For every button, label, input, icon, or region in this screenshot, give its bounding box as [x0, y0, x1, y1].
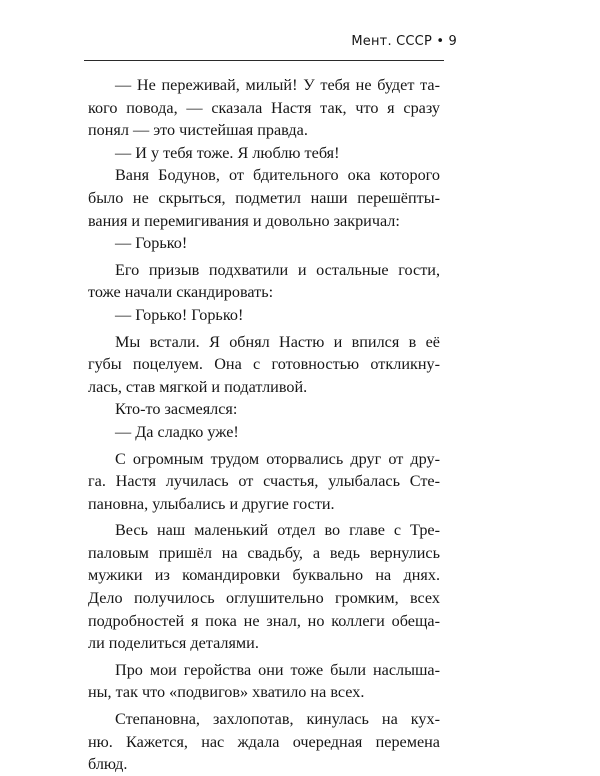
text-line: С огромным трудом оторвались друг от дру-: [115, 449, 440, 468]
text-line: ны, так что «подвигов» хватило на всех.: [88, 683, 365, 702]
text-line: было не скрыться, подметил наши перешёпты-: [88, 188, 440, 207]
text-line: Ваня Бодунов, от бдительного ока которого: [115, 166, 440, 185]
text-line: паловым пришёл на свадьбу, а ведь вернулись: [88, 543, 440, 562]
text-line: Степановна, захлопотав, кинулась на кух-: [115, 710, 440, 729]
text-line: — И у тебя тоже. Я люблю тебя!: [115, 143, 340, 162]
text-line: ли поделиться деталями.: [88, 634, 259, 653]
text-line: мужики из командировки буквально на днях.: [88, 566, 440, 585]
text-line: понял — это чистейшая правда.: [88, 121, 308, 140]
text-line: кого повода, — сказала Настя так, что я сразу: [88, 98, 440, 117]
header-rule: [84, 60, 444, 61]
text-line: Про мои геройства они тоже были наслыша-: [115, 660, 440, 679]
text-line: ню. Кажется, нас ждала очередная перемена: [88, 732, 440, 751]
text-line: подробностей я пока не знал, но коллеги обеща-: [88, 611, 440, 630]
running-head: Мент. СССР • 9: [351, 34, 457, 49]
text-line: губы поцелуем. Она с готовностью откликну-: [88, 355, 440, 374]
text-line: пановна, улыбались и другие гости.: [88, 494, 335, 513]
text-line: — Горько!: [115, 234, 188, 253]
text-line: вания и перемигивания и довольно закричал:: [88, 211, 400, 230]
text-line: — Не переживай, милый! У тебя не будет та-: [115, 76, 440, 94]
text-line: Кто-то засмеялся:: [115, 400, 238, 419]
text-line: — Да сладко уже!: [115, 422, 239, 441]
page-body: [88, 74, 440, 776]
text-line: лась, став мягкой и податливой.: [88, 377, 308, 396]
text-line: блюд.: [88, 755, 128, 774]
text-line: Мы встали. Я обнял Настю и впился в её: [115, 332, 440, 351]
text-line: Весь наш маленький отдел во главе с Тре-: [115, 521, 440, 540]
text-line: тоже начали скандировать:: [88, 283, 274, 302]
text-line: Дело получилось оглушительно громким, всех: [88, 589, 440, 608]
text-line: Его призыв подхватили и остальные гости,: [115, 260, 440, 279]
text-line: — Горько! Горько!: [115, 305, 244, 324]
text-line: га. Настя лучилась от счастья, улыбалась Сте-: [88, 472, 440, 491]
